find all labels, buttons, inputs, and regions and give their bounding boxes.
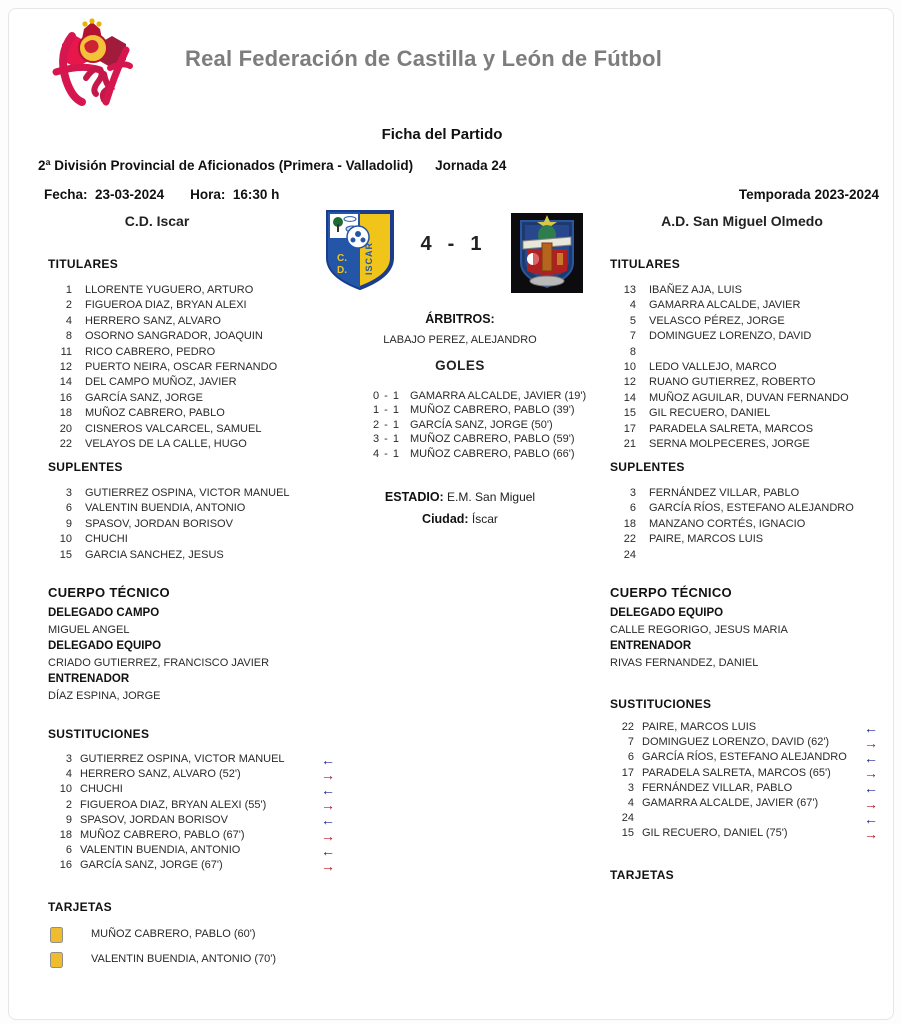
player-name: DOMINGUEZ LORENZO, DAVID (649, 330, 812, 343)
substitution-row (48, 843, 335, 858)
goal-row (322, 432, 598, 446)
stadium-line (322, 490, 598, 504)
score-away: 1 (470, 233, 484, 255)
player-number: 3 (629, 487, 636, 499)
fecha-label: Fecha: (44, 187, 88, 202)
substitution-row (610, 766, 878, 781)
player-number: 11 (60, 345, 72, 358)
player-row (610, 548, 888, 563)
player-name: GAMARRA ALCALDE, JAVIER (67') (642, 797, 819, 810)
away-suplentes-label: SUPLENTES (610, 460, 685, 474)
player-row (48, 283, 333, 298)
player-number: 22 (59, 438, 72, 451)
temporada: Temporada 2023-2024 (738, 187, 879, 202)
home-suplentes-list (48, 486, 333, 563)
substitution-row (610, 720, 878, 735)
player-row (48, 375, 333, 390)
player-number: 17 (621, 766, 634, 779)
goal-row (322, 447, 598, 461)
staff-entry (610, 638, 888, 671)
away-sustituciones-label: SUSTITUCIONES (610, 697, 712, 711)
player-number: 4 (65, 314, 72, 327)
player-name: VALENTIN BUENDIA, ANTONIO (85, 502, 246, 515)
player-name: FIGUEROA DIAZ, BRYAN ALEXI (55') (80, 798, 267, 811)
goal-score: 0 - 1 (372, 390, 400, 402)
player-name: PUERTO NEIRA, OSCAR FERNANDO (85, 361, 278, 374)
page-title: Ficha del Partido (381, 126, 503, 143)
home-cuerpo-label: CUERPO TÉCNICO (48, 585, 170, 600)
player-name: PARADELA SALRETA, MARCOS (649, 422, 814, 435)
substitution-row (610, 735, 878, 750)
player-name: RICO CABRERO, PEDRO (85, 345, 216, 358)
goal-score: 2 - 1 (372, 418, 400, 431)
substitution-arrow-icon: → (864, 734, 878, 751)
away-suplentes-list (610, 486, 888, 563)
player-row (610, 391, 888, 406)
home-tarjetas-label: TARJETAS (48, 900, 112, 914)
home-sustituciones-label: SUSTITUCIONES (48, 727, 150, 741)
home-sustituciones-list (48, 752, 335, 874)
player-number: 12 (59, 361, 72, 374)
date-line (44, 187, 279, 202)
substitution-row (610, 781, 878, 796)
substitution-arrow-icon: → (321, 858, 335, 875)
player-name: GUTIERREZ OSPINA, VICTOR MANUEL (85, 487, 290, 499)
staff-entry (48, 605, 333, 638)
player-row (610, 283, 888, 298)
player-name: MANZANO CORTÉS, IGNACIO (649, 517, 806, 530)
staff-entry (48, 638, 333, 671)
player-row (610, 345, 888, 360)
home-titulares-list (48, 283, 333, 452)
player-name: VALENTIN BUENDIA, ANTONIO (70') (91, 953, 277, 965)
player-name: CHUCHI (85, 533, 128, 546)
player-number: 16 (59, 391, 72, 404)
player-name: LEDO VALLEJO, MARCO (649, 361, 777, 374)
score (392, 233, 512, 256)
player-name: GUTIERREZ OSPINA, VICTOR MANUEL (80, 753, 285, 765)
player-name: DOMINGUEZ LORENZO, DAVID (62') (642, 736, 830, 749)
player-name: FERNÁNDEZ VILLAR, PABLO (649, 487, 800, 499)
player-number: 15 (621, 827, 634, 840)
player-number: 6 (629, 502, 636, 515)
player-name: GARCÍA SANZ, JORGE (85, 391, 203, 404)
player-name: FERNÁNDEZ VILLAR, PABLO (642, 781, 793, 794)
player-number: 4 (629, 299, 636, 312)
player-name: GARCIA SANCHEZ, JESUS (85, 548, 224, 561)
substitution-arrow-icon: ← (321, 812, 335, 829)
player-number: 8 (629, 345, 636, 358)
player-number: 16 (59, 859, 72, 872)
substitution-row (610, 796, 878, 811)
player-name: OSORNO SANGRADOR, JOAQUIN (85, 330, 263, 343)
player-number: 12 (623, 376, 636, 389)
score-separator: - (447, 233, 457, 255)
player-number: 3 (627, 781, 634, 794)
player-row (610, 329, 888, 344)
player-number: 17 (623, 422, 636, 435)
player-number: 2 (65, 299, 72, 312)
staff-name: RIVAS FERNANDEZ, DANIEL (610, 656, 759, 669)
player-number: 6 (65, 844, 72, 857)
substitution-arrow-icon: ← (864, 810, 878, 827)
player-number: 4 (65, 768, 72, 781)
player-row (48, 298, 333, 313)
player-row (48, 360, 333, 375)
substitution-arrow-icon: ← (864, 719, 878, 736)
away-staff-list (610, 605, 888, 671)
away-tarjetas-label: TARJETAS (610, 868, 674, 882)
player-number: 14 (59, 376, 72, 389)
svg-text:D.: D. (337, 265, 347, 276)
player-name: GARCÍA SANZ, JORGE (67') (80, 859, 223, 872)
substitution-arrow-icon: → (321, 827, 335, 844)
player-name: IBAÑEZ AJA, LUIS (649, 284, 742, 296)
staff-role: DELEGADO CAMPO (48, 607, 160, 619)
staff-name: CALLE REGORIGO, JESUS MARIA (610, 623, 788, 636)
player-number: 9 (65, 517, 72, 530)
player-row (48, 406, 333, 421)
substitution-row (610, 750, 878, 765)
arbitro-name: LABAJO PEREZ, ALEJANDRO (383, 334, 537, 346)
player-number: 3 (65, 487, 72, 499)
estadio-label: ESTADIO: (384, 490, 444, 504)
score-home: 4 (420, 233, 434, 255)
yellow-card-icon (50, 927, 63, 943)
player-number: 3 (65, 753, 72, 765)
player-number: 18 (623, 517, 636, 530)
substitution-arrow-icon: → (864, 795, 878, 812)
player-number: 22 (621, 721, 634, 733)
player-number: 21 (623, 438, 636, 451)
player-row (48, 329, 333, 344)
substitution-arrow-icon: ← (321, 751, 335, 768)
home-tarjetas-list (48, 922, 348, 972)
substitution-arrow-icon: ← (321, 782, 335, 798)
player-row (610, 532, 888, 547)
goal-player: GAMARRA ALCALDE, JAVIER (19') (410, 390, 587, 402)
player-number: 8 (65, 330, 72, 343)
substitution-row (48, 782, 335, 797)
substitution-row (48, 858, 335, 873)
player-row (48, 437, 333, 452)
player-name: HERRERO SANZ, ALVARO (85, 314, 221, 327)
player-number: 15 (59, 548, 72, 561)
goal-score: 4 - 1 (372, 447, 400, 460)
staff-entry (610, 605, 888, 638)
player-row (48, 486, 333, 501)
player-row (610, 298, 888, 313)
fecha-value: 23-03-2024 (95, 187, 165, 202)
player-row (48, 532, 333, 547)
player-number: 24 (621, 812, 634, 825)
player-name: PARADELA SALRETA, MARCOS (65') (642, 766, 831, 779)
player-number: 24 (623, 548, 636, 561)
ciudad-value: Íscar (471, 512, 498, 526)
player-row (48, 548, 333, 563)
ciudad-label: Ciudad: (422, 512, 469, 526)
away-titulares-list (610, 283, 888, 452)
arbitros-label: ÁRBITROS: (425, 312, 495, 326)
player-number: 10 (623, 361, 636, 374)
player-row (610, 517, 888, 532)
substitution-arrow-icon: → (864, 765, 878, 782)
player-name: CISNEROS VALCARCEL, SAMUEL (85, 422, 262, 435)
federation-title: Real Federación de Castilla y León de Fútbol (185, 46, 663, 71)
referees-section (322, 312, 598, 346)
player-name: MUÑOZ CABRERO, PABLO (67') (80, 829, 245, 842)
player-name: GAMARRA ALCALDE, JAVIER (649, 299, 801, 312)
away-team-crest-icon (511, 213, 583, 298)
player-number: 6 (627, 751, 634, 764)
player-name: VELASCO PÉREZ, JORGE (649, 314, 785, 327)
staff-role: DELEGADO EQUIPO (610, 607, 724, 619)
player-name: VALENTIN BUENDIA, ANTONIO (80, 844, 241, 857)
away-sustituciones-list (610, 720, 878, 842)
federation-logo-icon (42, 16, 142, 116)
player-name: MUÑOZ CABRERO, PABLO (85, 407, 225, 420)
player-number: 15 (623, 407, 636, 420)
player-name: PAIRE, MARCOS LUIS (649, 533, 764, 546)
player-row (48, 422, 333, 437)
player-row (610, 501, 888, 516)
substitution-row (48, 828, 335, 843)
staff-name: CRIADO GUTIERREZ, FRANCISCO JAVIER (48, 656, 270, 669)
goal-row (322, 418, 598, 432)
substitution-arrow-icon: → (321, 766, 335, 783)
player-row (48, 345, 333, 360)
player-name: MUÑOZ CABRERO, PABLO (60') (91, 928, 256, 940)
player-row (610, 406, 888, 421)
player-name: FIGUEROA DIAZ, BRYAN ALEXI (85, 299, 247, 312)
card-row (48, 947, 348, 972)
staff-name: MIGUEL ANGEL (48, 623, 130, 636)
city-line (322, 512, 598, 526)
competition-name: 2ª División Provincial de Aficionados (Primera - Valladolid) (38, 158, 414, 173)
player-row (48, 391, 333, 406)
away-cuerpo-label: CUERPO TÉCNICO (610, 585, 732, 600)
hora-label: Hora: (190, 187, 226, 202)
player-row (48, 517, 333, 532)
player-number: 7 (627, 736, 634, 749)
player-name: MUÑOZ AGUILAR, DUVAN FERNANDO (649, 391, 849, 404)
staff-name: DÍAZ ESPINA, JORGE (48, 689, 161, 702)
goal-player: MUÑOZ CABRERO, PABLO (59') (410, 433, 575, 446)
substitution-row (610, 811, 878, 826)
staff-role: ENTRENADOR (48, 673, 130, 686)
substitution-row (48, 752, 335, 767)
competition-line (38, 158, 506, 173)
home-team-crest-icon (325, 209, 395, 296)
substitution-arrow-icon: → (321, 797, 335, 814)
substitution-arrow-icon: ← (864, 750, 878, 766)
player-number: 18 (59, 829, 72, 842)
substitution-row (48, 798, 335, 813)
goal-row (322, 389, 598, 403)
player-name: GARCÍA RÍOS, ESTEFANO ALEJANDRO (642, 751, 847, 764)
player-row (610, 422, 888, 437)
player-name: SPASOV, JORDAN BORISOV (85, 517, 233, 530)
player-number: 9 (65, 813, 72, 826)
player-name: HERRERO SANZ, ALVARO (52') (80, 768, 241, 781)
home-titulares-label: TITULARES (48, 257, 119, 271)
player-number: 10 (59, 533, 72, 546)
home-staff-list (48, 605, 333, 705)
player-name: VELAYOS DE LA CALLE, HUGO (85, 438, 247, 451)
substitution-arrow-icon: ← (321, 842, 335, 859)
goals-list (322, 389, 598, 461)
player-number: 22 (623, 533, 636, 546)
goal-score: 3 - 1 (372, 433, 400, 446)
player-number: 20 (59, 422, 72, 435)
player-row (610, 486, 888, 501)
away-titulares-label: TITULARES (610, 257, 681, 271)
home-team-name: C.D. Iscar (124, 213, 190, 229)
goal-player: GARCÍA SANZ, JORGE (50') (410, 418, 553, 431)
substitution-arrow-icon: → (864, 826, 878, 843)
away-team-name: A.D. San Miguel Olmedo (661, 213, 823, 229)
goals-section (322, 358, 598, 461)
player-row (48, 501, 333, 516)
player-name: DEL CAMPO MUÑOZ, JAVIER (85, 376, 237, 389)
substitution-row (48, 813, 335, 828)
player-number: 13 (623, 284, 636, 296)
svg-text:ISCAR: ISCAR (364, 241, 374, 275)
hora-value: 16:30 h (232, 187, 280, 202)
goal-player: MUÑOZ CABRERO, PABLO (39') (410, 404, 575, 417)
player-number: 10 (59, 783, 72, 796)
goal-score: 1 - 1 (372, 404, 400, 417)
player-number: 4 (627, 797, 634, 810)
goles-label: GOLES (435, 358, 485, 373)
player-name: GIL RECUERO, DANIEL (649, 407, 771, 420)
player-name: RUANO GUTIERREZ, ROBERTO (649, 376, 816, 389)
player-name: CHUCHI (80, 783, 123, 796)
substitution-arrow-icon: ← (864, 780, 878, 797)
player-name: GARCÍA RÍOS, ESTEFANO ALEJANDRO (649, 502, 854, 515)
home-suplentes-label: SUPLENTES (48, 460, 123, 474)
player-name: PAIRE, MARCOS LUIS (642, 721, 757, 733)
estadio-value: E.M. San Miguel (447, 490, 536, 504)
staff-role: DELEGADO EQUIPO (48, 640, 162, 653)
player-row (610, 375, 888, 390)
goal-player: MUÑOZ CABRERO, PABLO (66') (410, 447, 575, 460)
yellow-card-icon (50, 952, 63, 968)
player-name: GIL RECUERO, DANIEL (75') (642, 827, 788, 840)
player-number: 2 (65, 798, 72, 811)
staff-entry (48, 671, 333, 704)
svg-text:C.: C. (337, 253, 347, 264)
substitution-row (610, 826, 878, 841)
player-number: 1 (65, 284, 72, 296)
card-row (48, 922, 348, 947)
player-number: 5 (629, 314, 636, 327)
player-number: 18 (59, 407, 72, 420)
player-row (610, 437, 888, 452)
jornada: Jornada 24 (435, 158, 507, 173)
player-number: 6 (65, 502, 72, 515)
substitution-row (48, 767, 335, 782)
goal-row (322, 403, 598, 417)
player-row (610, 314, 888, 329)
staff-role: ENTRENADOR (610, 640, 692, 653)
player-row (48, 314, 333, 329)
player-name: SERNA MOLPECERES, JORGE (649, 438, 810, 451)
player-number: 7 (629, 330, 636, 343)
player-row (610, 360, 888, 375)
player-number: 14 (623, 391, 636, 404)
player-name: SPASOV, JORDAN BORISOV (80, 813, 228, 826)
player-name: LLORENTE YUGUERO, ARTURO (85, 284, 254, 296)
